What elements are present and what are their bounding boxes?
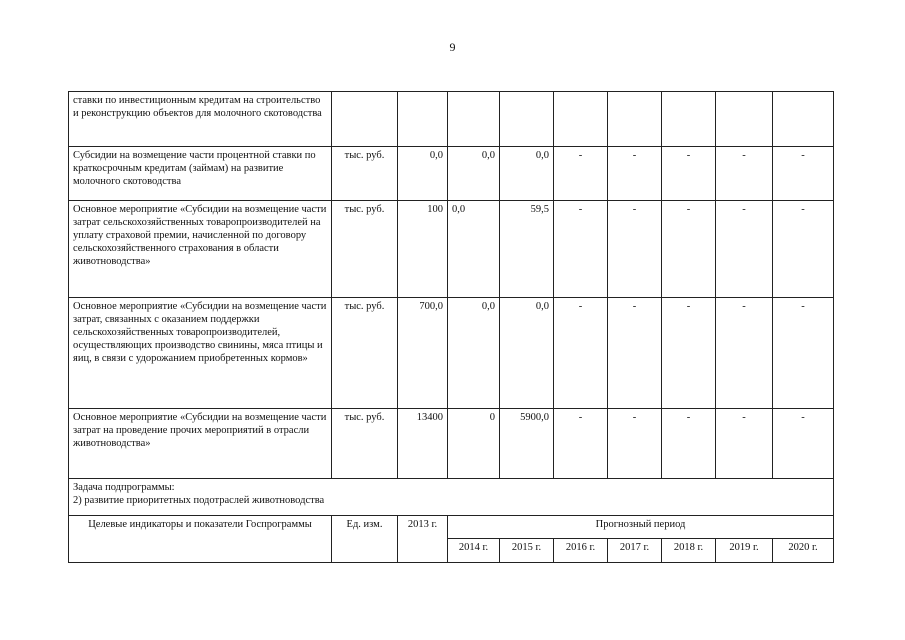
cell-2020: - — [773, 201, 834, 298]
cell-2020: - — [773, 298, 834, 409]
header-row — [69, 516, 834, 539]
cell-2017 — [608, 92, 662, 147]
task-row — [69, 479, 834, 516]
cell-2020: - — [773, 409, 834, 479]
header-year-base: 2013 г. — [398, 516, 448, 563]
cell-2018: - — [662, 409, 716, 479]
page-number: 9 — [449, 40, 456, 54]
cell-2013: 0,0 — [398, 147, 448, 201]
cell-2020: - — [773, 147, 834, 201]
cell-2013: 100 — [398, 201, 448, 298]
cell-2015: 5900,0 — [500, 409, 554, 479]
header-year: 2017 г. — [608, 539, 662, 563]
row-unit: тыс. руб. — [332, 409, 398, 479]
cell-2018: - — [662, 201, 716, 298]
cell-2019: - — [716, 147, 773, 201]
program-table — [68, 91, 834, 563]
cell-2016: - — [554, 147, 608, 201]
cell-2014: 0 — [448, 409, 500, 479]
cell-2020 — [773, 92, 834, 147]
cell-2018 — [662, 92, 716, 147]
cell-2013: 700,0 — [398, 298, 448, 409]
cell-2014: 0,0 — [448, 147, 500, 201]
table-row — [69, 92, 834, 147]
row-name: Основное мероприятие «Субсидии на возмещение части затрат сельскохозяйственных товаропроизводителей на уплату страховой премии, начисленной по договору сельскохозяйственного страхования в области животноводства» — [69, 201, 332, 298]
cell-2013: 13400 — [398, 409, 448, 479]
cell-2019 — [716, 92, 773, 147]
cell-2017: - — [608, 147, 662, 201]
row-name: Субсидии на возмещение части процентной ставки по краткосрочным кредитам (займам) на развитие молочного скотоводства — [69, 147, 332, 201]
table-row — [69, 147, 834, 201]
header-year: 2014 г. — [448, 539, 500, 563]
row-unit: тыс. руб. — [332, 298, 398, 409]
cell-2015 — [500, 92, 554, 147]
table-row — [69, 409, 834, 479]
task-text: 2) развитие приоритетных подотраслей животноводства — [73, 495, 325, 506]
cell-2016: - — [554, 409, 608, 479]
table-row — [69, 298, 834, 409]
row-unit: тыс. руб. — [332, 201, 398, 298]
row-name: Основное мероприятие «Субсидии на возмещение части затрат, связанных с оказанием поддержки сельскохозяйственных товаропроизводителей, осуществляющих производство свинины, мяса птицы и яиц, в связи с удорожанием приобретенных кормов» — [69, 298, 332, 409]
header-year: 2015 г. — [500, 539, 554, 563]
cell-2016 — [554, 92, 608, 147]
cell-2018: - — [662, 147, 716, 201]
header-forecast: Прогнозный период — [448, 516, 834, 539]
cell-2016: - — [554, 298, 608, 409]
cell-2017: - — [608, 409, 662, 479]
cell-2013 — [398, 92, 448, 147]
cell-2019: - — [716, 409, 773, 479]
table-row — [69, 201, 834, 298]
header-year: 2019 г. — [716, 539, 773, 563]
cell-2015: 0,0 — [500, 147, 554, 201]
cell-2014: 0,0 — [448, 298, 500, 409]
row-name: ставки по инвестиционным кредитам на строительство и реконструкцию объектов для молочного скотоводства — [69, 92, 332, 147]
header-year: 2018 г. — [662, 539, 716, 563]
header-year: 2016 г. — [554, 539, 608, 563]
row-unit — [332, 92, 398, 147]
cell-2016: - — [554, 201, 608, 298]
header-year: 2020 г. — [773, 539, 834, 563]
cell-2017: - — [608, 298, 662, 409]
cell-2018: - — [662, 298, 716, 409]
cell-2015: 0,0 — [500, 298, 554, 409]
task-label: Задача подпрограммы: — [73, 482, 175, 493]
cell-2019: - — [716, 201, 773, 298]
cell-2015: 59,5 — [500, 201, 554, 298]
cell-2014: 0,0 — [448, 201, 500, 298]
header-unit: Ед. изм. — [332, 516, 398, 563]
cell-2014 — [448, 92, 500, 147]
cell-2017: - — [608, 201, 662, 298]
row-unit: тыс. руб. — [332, 147, 398, 201]
subprogram-task — [69, 479, 834, 516]
row-name: Основное мероприятие «Субсидии на возмещение части затрат на проведение прочих мероприятий в отрасли животноводства» — [69, 409, 332, 479]
header-indicators: Целевые индикаторы и показатели Госпрограммы — [69, 516, 332, 563]
cell-2019: - — [716, 298, 773, 409]
